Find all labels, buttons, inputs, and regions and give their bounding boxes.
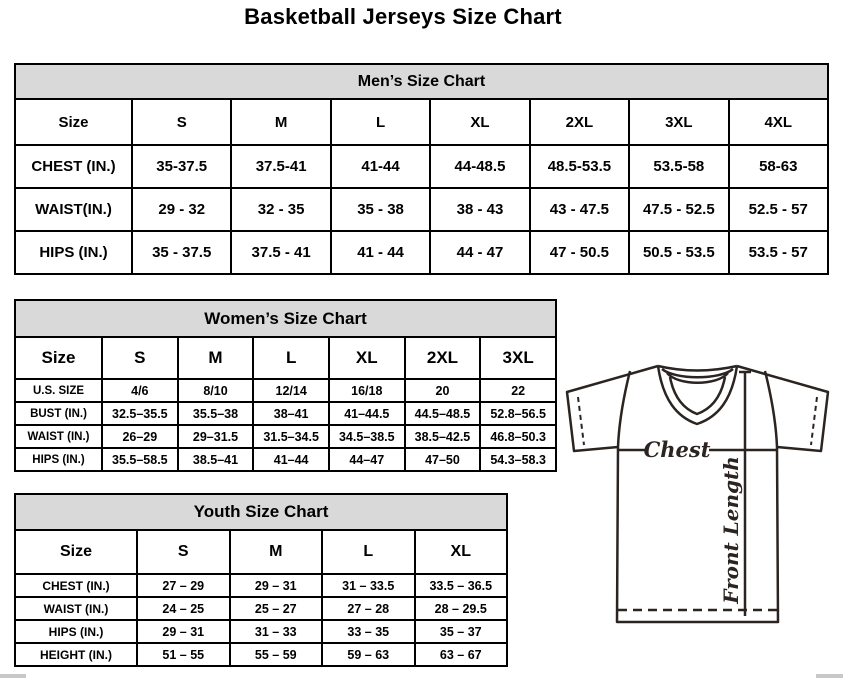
row-label: WAIST (IN.) (15, 597, 137, 620)
cell: 35-37.5 (132, 145, 231, 188)
womens-col-xl: XL (329, 337, 405, 379)
youth-col-m: M (230, 530, 323, 574)
cell: 29 – 31 (137, 620, 230, 643)
mens-col-2xl: 2XL (530, 99, 629, 145)
row-label: CHEST (IN.) (15, 145, 132, 188)
cell: 32 - 35 (231, 188, 330, 231)
chest-label: Chest (643, 437, 711, 462)
front-length-label: Front Length (719, 456, 743, 604)
cell: 12/14 (253, 379, 329, 402)
cell: 32.5–35.5 (102, 402, 178, 425)
cell: 31.5–34.5 (253, 425, 329, 448)
womens-ussize-row (15, 379, 556, 402)
mens-size-chart-table (14, 63, 829, 275)
mens-chest-row (15, 145, 828, 188)
womens-col-s: S (102, 337, 178, 379)
mens-chart-header-row (15, 99, 828, 145)
cell: 37.5-41 (231, 145, 330, 188)
cell: 63 – 67 (415, 643, 508, 666)
row-label: HIPS (IN.) (15, 448, 102, 471)
cell: 35.5–38 (178, 402, 254, 425)
cell: 41-44 (331, 145, 430, 188)
cell: 43 - 47.5 (530, 188, 629, 231)
row-label: U.S. SIZE (15, 379, 102, 402)
cell: 58-63 (729, 145, 828, 188)
row-label: HIPS (IN.) (15, 620, 137, 643)
row-label: BUST (IN.) (15, 402, 102, 425)
cell: 55 – 59 (230, 643, 323, 666)
mens-col-size: Size (15, 99, 132, 145)
youth-chart-header-row (15, 530, 507, 574)
cell: 44–47 (329, 448, 405, 471)
youth-size-chart-table (14, 493, 508, 667)
youth-height-row (15, 643, 507, 666)
cell: 28 – 29.5 (415, 597, 508, 620)
cell: 8/10 (178, 379, 254, 402)
jersey-right-sleeve (737, 366, 828, 451)
row-label: WAIST(IN.) (15, 188, 132, 231)
cell: 47–50 (405, 448, 481, 471)
jersey-right-cuff-dash (811, 397, 817, 445)
horizontal-scrollbar-fragment-right[interactable] (816, 674, 843, 678)
page-title: Basketball Jerseys Size Chart (244, 4, 562, 29)
womens-waist-row (15, 425, 556, 448)
cell: 34.5–38.5 (329, 425, 405, 448)
jersey-left-armhole (618, 371, 630, 447)
cell: 59 – 63 (322, 643, 415, 666)
mens-col-s: S (132, 99, 231, 145)
mens-col-xl: XL (430, 99, 529, 145)
mens-col-m: M (231, 99, 330, 145)
cell: 38–41 (253, 402, 329, 425)
youth-chart-title-row (15, 494, 507, 530)
womens-col-size: Size (15, 337, 102, 379)
cell: 51 – 55 (137, 643, 230, 666)
cell: 29 - 32 (132, 188, 231, 231)
cell: 46.8–50.3 (480, 425, 556, 448)
cell: 44-48.5 (430, 145, 529, 188)
youth-hips-row (15, 620, 507, 643)
womens-size-chart-table (14, 299, 557, 472)
cell: 29–31.5 (178, 425, 254, 448)
mens-hips-row (15, 231, 828, 274)
cell: 35 - 38 (331, 188, 430, 231)
cell: 41–44.5 (329, 402, 405, 425)
cell: 35 - 37.5 (132, 231, 231, 274)
cell: 50.5 - 53.5 (629, 231, 728, 274)
cell: 48.5-53.5 (530, 145, 629, 188)
youth-waist-row (15, 597, 507, 620)
womens-chart-title-row (15, 300, 556, 337)
cell: 29 – 31 (230, 574, 323, 597)
cell: 35.5–58.5 (102, 448, 178, 471)
womens-col-2xl: 2XL (405, 337, 481, 379)
cell: 38.5–42.5 (405, 425, 481, 448)
womens-col-3xl: 3XL (480, 337, 556, 379)
womens-chart-header-row (15, 337, 556, 379)
youth-chest-row (15, 574, 507, 597)
cell: 47 - 50.5 (530, 231, 629, 274)
jersey-right-armhole (765, 371, 777, 447)
mens-col-4xl: 4XL (729, 99, 828, 145)
youth-col-size: Size (15, 530, 137, 574)
row-label: HIPS (IN.) (15, 231, 132, 274)
cell: 24 – 25 (137, 597, 230, 620)
horizontal-scrollbar-fragment-left[interactable] (0, 674, 26, 678)
cell: 52.5 - 57 (729, 188, 828, 231)
womens-hips-row (15, 448, 556, 471)
cell: 35 – 37 (415, 620, 508, 643)
cell: 33.5 – 36.5 (415, 574, 508, 597)
cell: 26–29 (102, 425, 178, 448)
jersey-body (617, 447, 778, 622)
womens-col-m: M (178, 337, 254, 379)
row-label: HEIGHT (IN.) (15, 643, 137, 666)
row-label: WAIST (IN.) (15, 425, 102, 448)
row-label: CHEST (IN.) (15, 574, 137, 597)
cell: 53.5-58 (629, 145, 728, 188)
cell: 22 (480, 379, 556, 402)
youth-chart-title: Youth Size Chart (15, 494, 507, 530)
womens-chart-title: Women’s Size Chart (15, 300, 556, 337)
cell: 33 – 35 (322, 620, 415, 643)
cell: 31 – 33.5 (322, 574, 415, 597)
cell: 27 – 28 (322, 597, 415, 620)
mens-waist-row (15, 188, 828, 231)
cell: 52.8–56.5 (480, 402, 556, 425)
cell: 41 - 44 (331, 231, 430, 274)
cell: 37.5 - 41 (231, 231, 330, 274)
womens-col-l: L (253, 337, 329, 379)
cell: 54.3–58.3 (480, 448, 556, 471)
mens-col-l: L (331, 99, 430, 145)
youth-col-s: S (137, 530, 230, 574)
cell: 31 – 33 (230, 620, 323, 643)
cell: 20 (405, 379, 481, 402)
cell: 53.5 - 57 (729, 231, 828, 274)
cell: 4/6 (102, 379, 178, 402)
mens-chart-title: Men’s Size Chart (15, 64, 828, 99)
cell: 41–44 (253, 448, 329, 471)
jersey-collar-back-arc (658, 366, 737, 371)
cell: 47.5 - 52.5 (629, 188, 728, 231)
cell: 27 – 29 (137, 574, 230, 597)
youth-col-l: L (322, 530, 415, 574)
cell: 38.5–41 (178, 448, 254, 471)
cell: 38 - 43 (430, 188, 529, 231)
womens-bust-row (15, 402, 556, 425)
cell: 25 – 27 (230, 597, 323, 620)
jersey-left-cuff-dash (578, 397, 584, 445)
cell: 44 - 47 (430, 231, 529, 274)
youth-col-xl: XL (415, 530, 508, 574)
cell: 44.5–48.5 (405, 402, 481, 425)
mens-chart-title-row (15, 64, 828, 99)
cell: 16/18 (329, 379, 405, 402)
mens-col-3xl: 3XL (629, 99, 728, 145)
jersey-measurement-diagram (557, 360, 843, 662)
